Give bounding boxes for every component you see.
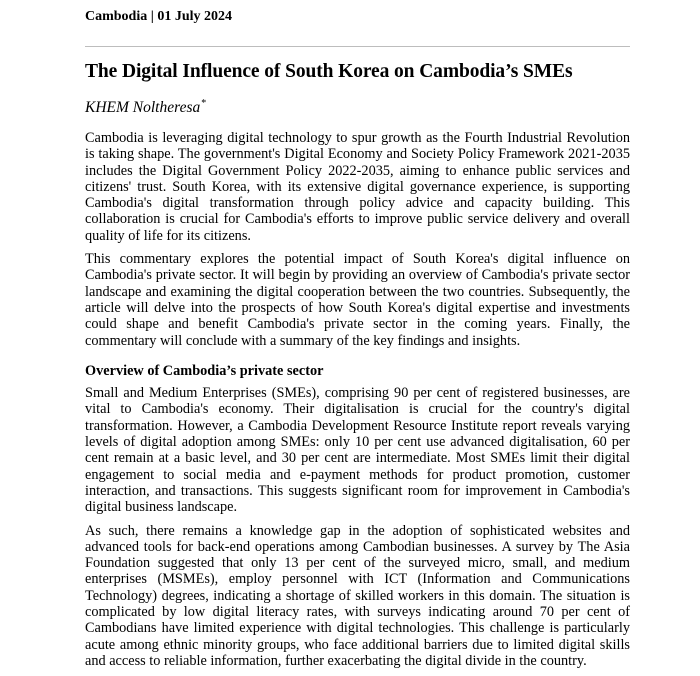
article-title: The Digital Influence of South Korea on Cambodia’s SMEs xyxy=(85,61,573,82)
intro-paragraph-2: This commentary explores the potential impact of South Korea's digital influence on Cambodia's private sector. It will begin by providing an overview of Cambodia's private sector landscape and examining the digital cooperation between the two countries. Subsequently, the article will delve into the prospects of how South Korea's digital expertise and investments could shape and benefit Cambodia's private sector in the coming years. Finally, the commentary will conclude with a summary of the key findings and insights. xyxy=(85,251,630,349)
article-author xyxy=(85,98,206,117)
section-heading: Overview of Cambodia’s private sector xyxy=(85,362,324,379)
author-name: KHEM Noltheresa xyxy=(85,99,201,116)
header-divider xyxy=(85,46,630,47)
section-paragraph-1: Small and Medium Enterprises (SMEs), comprising 90 per cent of registered businesses, are vital to Cambodia's economy. Their digitalisation is crucial for the country's digital transformation. However, a Cambodia Development Resource Institute report reveals varying levels of digital adoption among SMEs: only 10 per cent use advanced digitalisation, 60 per cent remain at a basic level, and 30 per cent are intermediate. Most SMEs limit their digital engagement to social media and e-payment methods for product promotion, customer interaction, and transactions. This suggests significant room for improvement in Cambodia's digital business landscape. xyxy=(85,385,630,516)
section-paragraph-2: As such, there remains a knowledge gap in the adoption of sophisticated websites and advanced tools for back-end operations among Cambodian businesses. A survey by The Asia Foundation suggested that only 13 per cent of the surveyed micro, small, and medium enterprises (MSMEs), employ personnel with ICT (Information and Communications Technology) degrees, indicating a shortage of skilled workers in this domain. The situation is complicated by low digital literacy rates, with surveys indicating around 70 per cent of Cambodians have limited experience with digital technologies. This challenge is particularly acute among ethnic minority groups, who face additional barriers due to limited digital skills and access to reliable information, further exacerbating the digital divide in the country. xyxy=(85,522,630,669)
document-page xyxy=(85,0,630,669)
author-footnote-mark: * xyxy=(201,98,207,109)
article-body xyxy=(85,130,630,676)
intro-paragraph-1: Cambodia is leveraging digital technology to spur growth as the Fourth Industrial Revolution is taking shape. The government's Digital Economy and Society Policy Framework 2021-2035 includes the Digital Government Policy 2022-2035, aiming to enhance public services and citizens' trust. South Korea, with its extensive digital governance experience, is supporting Cambodia's digital transformation through policy advice and capacity building. This collaboration is crucial for Cambodia's efforts to improve public service delivery and overall quality of life for its citizens. xyxy=(85,130,630,244)
header-country-date: Cambodia | 01 July 2024 xyxy=(85,9,232,24)
